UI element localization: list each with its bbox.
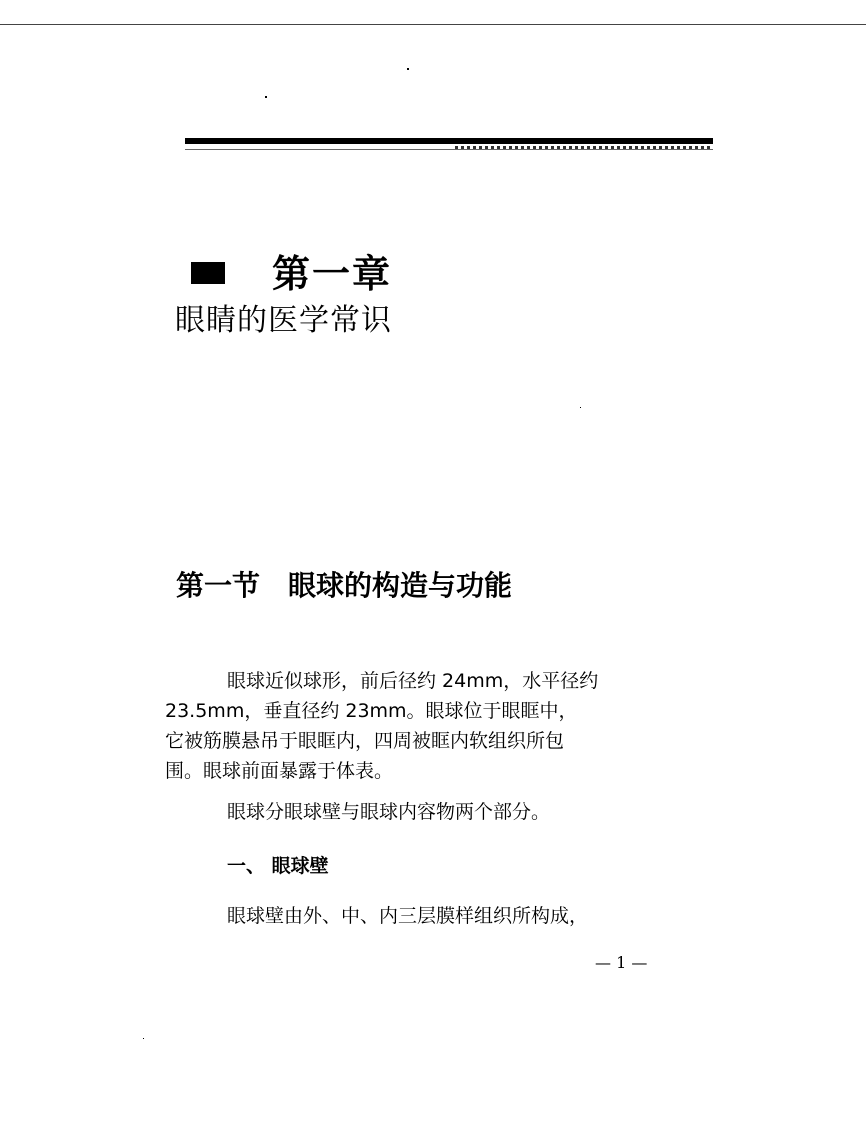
section-heading [176, 566, 512, 606]
section-title: 眼球的构造与功能 [288, 569, 513, 602]
scan-speck [265, 96, 267, 98]
top-rule [0, 24, 866, 25]
paragraph-3: 眼球壁由外、中、内三层膜样组织所构成， [227, 905, 589, 927]
scan-speck [407, 68, 409, 70]
paragraph-line: 23.5mm，垂直径约 23mm。眼球位于眼眶中， [165, 700, 578, 722]
section-number: 第一节 [176, 569, 261, 602]
paragraph-line: 它被筋膜悬吊于眼眶内，四周被眶内软组织所包 [165, 730, 565, 752]
chapter-rule-thin [185, 149, 713, 150]
paragraph-line: 围。眼球前面暴露于体表。 [165, 760, 394, 782]
scan-speck [143, 1038, 144, 1039]
paragraph-line: 眼球近似球形，前后径约 24mm，水平径约 [227, 670, 599, 692]
paragraph-1 [165, 666, 725, 786]
scan-speck [580, 407, 581, 408]
paragraph-2: 眼球分眼球壁与眼球内容物两个部分。 [227, 801, 551, 823]
chapter-title: 眼睛的医学常识 [175, 303, 392, 338]
chapter-marker [191, 262, 225, 284]
chapter-number: 第一章 [272, 252, 393, 296]
subsection-heading: 一、 眼球壁 [227, 855, 329, 877]
page-number: — 1 — [595, 953, 648, 972]
chapter-rule [185, 138, 713, 144]
